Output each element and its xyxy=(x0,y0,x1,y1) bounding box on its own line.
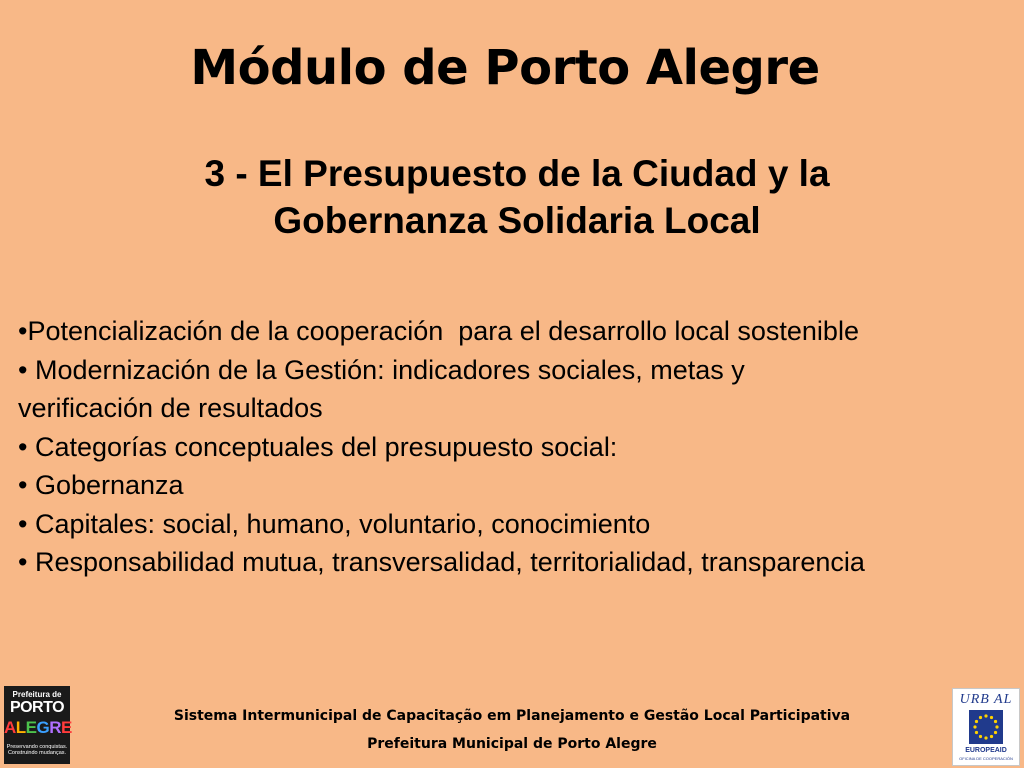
logo-alegre-text: ALEGRE xyxy=(4,718,72,737)
logo-tagline-1: Preservando conquistas. xyxy=(6,744,68,750)
slide-title: Módulo de Porto Alegre xyxy=(190,40,820,96)
bullet-item: •Potencialización de la cooperación para el desarrollo local sostenible xyxy=(18,316,859,346)
subtitle-line-1: 3 - El Presupuesto de la Ciudad y la xyxy=(204,153,830,194)
eu-star-icon xyxy=(994,720,997,723)
eu-star-icon xyxy=(975,720,978,723)
eu-star-icon xyxy=(984,736,987,739)
eu-star-icon xyxy=(990,716,993,719)
eu-star-icon xyxy=(975,731,978,734)
eu-star-icon xyxy=(990,735,993,738)
bullet-item: • Capitales: social, humano, voluntario, conocimiento xyxy=(18,508,651,539)
bullet-item: • Modernización de la Gestión: indicadores sociales, metas y xyxy=(18,354,745,385)
bullet-item: • Categorías conceptuales del presupuesto social: xyxy=(18,431,618,462)
bullet-list xyxy=(18,312,1018,582)
logo-prefeitura-text: Prefeitura de xyxy=(12,690,62,699)
bullet-item-continuation: verificación de resultados xyxy=(18,393,323,423)
subtitle-line-2: Gobernanza Solidaria Local xyxy=(273,200,761,241)
europeaid-text: EUROPEAID xyxy=(965,747,1007,754)
slide-subtitle xyxy=(0,150,1024,244)
porto-alegre-logo xyxy=(4,686,70,764)
eu-star-icon xyxy=(994,731,997,734)
logo-porto-text: PORTO xyxy=(9,699,65,716)
urbal-text: URB AL xyxy=(959,692,1013,707)
eu-star-icon xyxy=(979,735,982,738)
urbal-europeaid-logo xyxy=(952,688,1020,766)
footer-institution: Prefeitura Municipal de Porto Alegre xyxy=(367,736,657,752)
eu-flag-icon xyxy=(969,710,1003,744)
europeaid-office-text: OFICINA DE COOPERACIÓN xyxy=(959,756,1013,761)
eu-star-icon xyxy=(979,716,982,719)
footer-program-name: Sistema Intermunicipal de Capacitação em Planejamento e Gestão Local Participativa xyxy=(173,708,851,724)
eu-star-icon xyxy=(984,714,987,717)
bullet-item: • Gobernanza xyxy=(18,470,184,500)
eu-star-icon xyxy=(973,725,976,728)
bullet-item: • Responsabilidad mutua, transversalidad, territorialidad, transparencia xyxy=(18,547,865,577)
logo-tagline-2: Construindo mudanças. xyxy=(7,750,67,756)
eu-star-icon xyxy=(995,725,998,728)
